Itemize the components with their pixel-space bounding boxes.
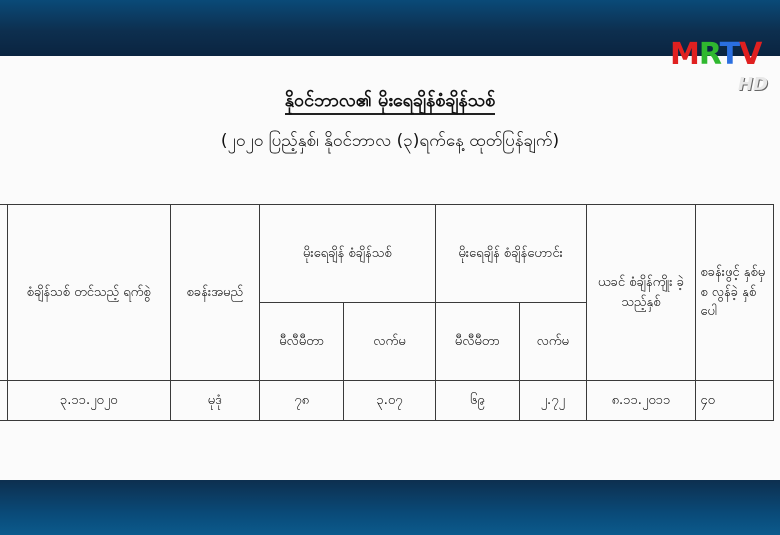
mrtv-logo (670, 38, 774, 96)
logo-letter: T (719, 37, 740, 72)
header-station-years: စခန်းဖွင့် နှစ်မှစ လွန်ခဲ့ နှစ်ပေါ (696, 205, 774, 381)
header-date: စံချိန်သစ် တင်သည့် ရက်စွဲ (7, 205, 170, 381)
logo-letter: R (698, 37, 720, 72)
header-station: စခန်းအမည် (170, 205, 259, 381)
header-new-mm: မီလီမီတာ (259, 303, 343, 381)
logo-letter: V (739, 37, 762, 72)
report-subtitle: (၂၀၂၀ ပြည့်နှစ်၊ နိုဝင်ဘာလ (၃)ရက်နေ့ ထုတ်ပြန်ချက်) (220, 131, 560, 151)
cell-new-inch: ၃.၀၇ (344, 381, 435, 421)
report-title: နိုဝင်ဘာလ၏ မိုးရေချိန်စံချိန်သစ် (0, 88, 780, 115)
edge-cell (0, 381, 7, 421)
cell-station: မုဒုံ (170, 381, 259, 421)
header-new-record: မိုးရေချိန် စံချိန်သစ် (259, 205, 435, 303)
cell-previous-year: ၈.၁၁.၂၀၁၁ (586, 381, 696, 421)
cell-station-years: ၄၀ (696, 381, 774, 421)
cell-date: ၃.၁၁.၂၀၂၀ (7, 381, 170, 421)
header-old-mm: မီလီမီတာ (435, 303, 519, 381)
top-banner (0, 0, 780, 56)
report-sheet (0, 56, 780, 480)
table-row (0, 381, 774, 421)
rainfall-record-table (0, 204, 774, 421)
header-old-record: မိုးရေချိန် စံချိန်ဟောင်း (435, 205, 586, 303)
cell-new-mm: ၇၈ (259, 381, 343, 421)
header-new-inch: လက်မ (344, 303, 435, 381)
hd-badge: HD (737, 74, 768, 95)
header-previous-year: ယခင် စံချိန်ကျိုး ခဲ့သည့်နှစ် (586, 205, 696, 381)
bottom-banner (0, 480, 780, 535)
cell-old-inch: ၂.၇၂ (519, 381, 586, 421)
logo-letter: M (670, 37, 699, 72)
edge-cell (0, 205, 7, 381)
logo-wordmark (670, 38, 761, 72)
header-old-inch: လက်မ (519, 303, 586, 381)
cell-old-mm: ၆၉ (435, 381, 519, 421)
